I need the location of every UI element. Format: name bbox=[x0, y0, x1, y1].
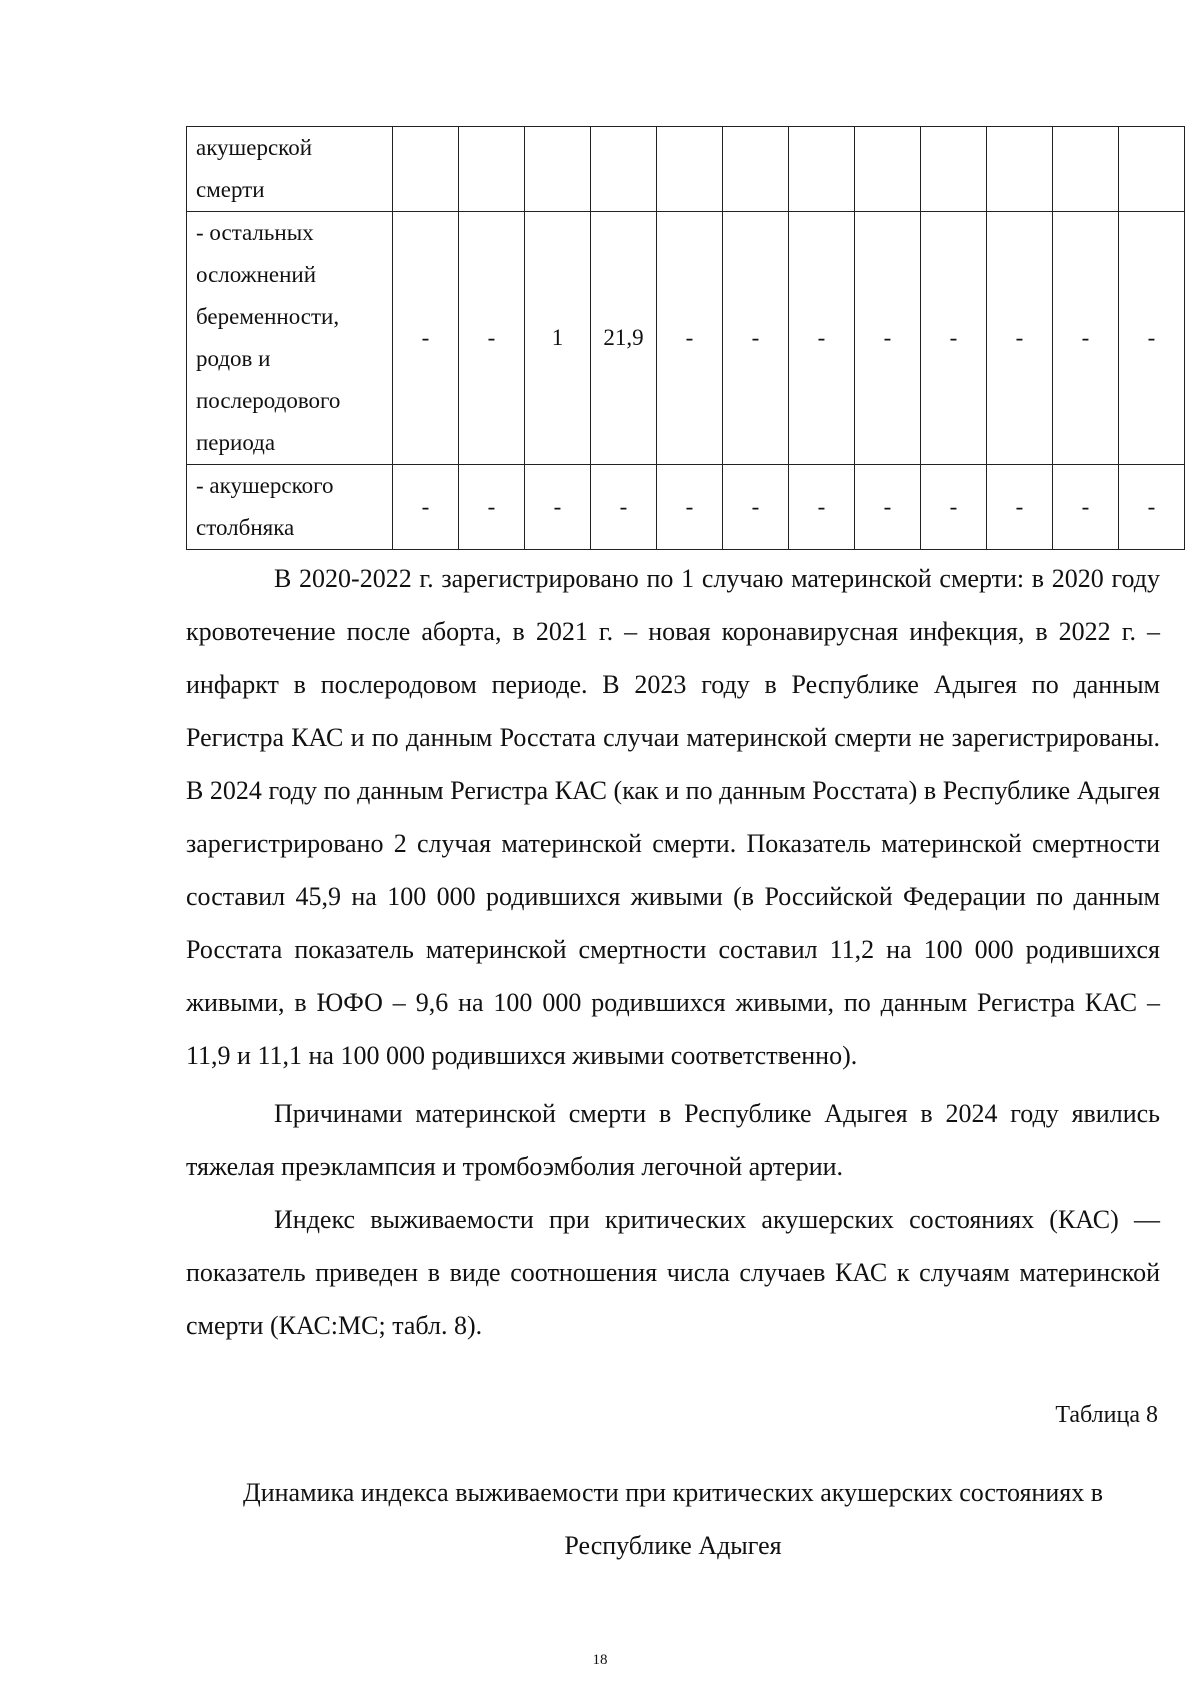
table-cell: - bbox=[1119, 212, 1185, 465]
table-cell: - bbox=[459, 465, 525, 550]
table-cell: - bbox=[459, 212, 525, 465]
paragraph-causes: Причинами материнской смерти в Республике Адыгея в 2024 году явились тяжелая преэклампсия и тромбоэмболия легочной артерии. bbox=[186, 1099, 1160, 1181]
table-cell bbox=[525, 127, 591, 212]
mortality-causes-table bbox=[186, 126, 1185, 550]
row-label: - остальных осложнений беременности, родов и послеродового периода bbox=[187, 212, 393, 465]
table-cell: - bbox=[789, 212, 855, 465]
table-cell: - bbox=[1053, 212, 1119, 465]
table-cell bbox=[657, 127, 723, 212]
table-cell: - bbox=[921, 212, 987, 465]
table-cell: - bbox=[855, 212, 921, 465]
table-cell: - bbox=[789, 465, 855, 550]
paragraph-maternal-deaths: В 2020-2022 г. зарегистрировано по 1 случаю материнской смерти: в 2020 году кровотечение после аборта, в 2021 г. – новая коронавирусная инфекция, в 2022 г. – инфаркт в послеродовом периоде. В 2023 году в Республике Адыгея по данным Регистра КАС и по данным Росстата случаи материнской смерти не зарегистрированы. В 2024 году по данным Регистра КАС (как и по данным Росстата) в Республике Адыгея зарегистрировано 2 случая материнской смерти. Показатель материнской смертности составил 45,9 на 100 000 родившихся живыми (в Российской Федерации по данным Росстата показатель материнской смертности составил 11,2 на 100 000 родившихся живыми, в ЮФО – 9,6 на 100 000 родившихся живыми, по данным Регистра КАС – 11,9 и 11,1 на 100 000 родившихся живыми соответственно). bbox=[186, 564, 1160, 1070]
table-cell: - bbox=[657, 212, 723, 465]
table-cell bbox=[723, 127, 789, 212]
table-cell: - bbox=[723, 465, 789, 550]
table-row bbox=[187, 212, 1185, 465]
row-label: акушерской смерти bbox=[187, 127, 393, 212]
table-cell: - bbox=[921, 465, 987, 550]
table-cell bbox=[987, 127, 1053, 212]
table-row bbox=[187, 127, 1185, 212]
table-cell bbox=[855, 127, 921, 212]
table-cell: - bbox=[855, 465, 921, 550]
table-cell: - bbox=[1119, 465, 1185, 550]
table-cell: - bbox=[393, 212, 459, 465]
table-cell: 21,9 bbox=[591, 212, 657, 465]
table-cell: - bbox=[723, 212, 789, 465]
table-cell bbox=[921, 127, 987, 212]
table-cell bbox=[1119, 127, 1185, 212]
table-cell bbox=[393, 127, 459, 212]
table-cell: 1 bbox=[525, 212, 591, 465]
table-title: Динамика индекса выживаемости при критических акушерских состояниях в Республике Адыгея bbox=[242, 1478, 1103, 1560]
row-label: - акушерского столбняка bbox=[187, 465, 393, 550]
table-cell: - bbox=[525, 465, 591, 550]
table-row bbox=[187, 465, 1185, 550]
table-cell: - bbox=[591, 465, 657, 550]
table-cell: - bbox=[987, 212, 1053, 465]
table-number-label: Таблица 8 bbox=[1055, 1402, 1158, 1428]
table-cell bbox=[591, 127, 657, 212]
table-cell: - bbox=[987, 465, 1053, 550]
table-cell: - bbox=[393, 465, 459, 550]
table-cell: - bbox=[657, 465, 723, 550]
page-number: 18 bbox=[592, 1652, 608, 1668]
table-cell bbox=[789, 127, 855, 212]
table-cell: - bbox=[1053, 465, 1119, 550]
paragraph-survival-index: Индекс выживаемости при критических акушерских состояниях (КАС) — показатель приведен в виде соотношения числа случаев КАС к случаям материнской смерти (КАС:МС; табл. 8). bbox=[186, 1205, 1160, 1340]
table-cell bbox=[459, 127, 525, 212]
table-cell bbox=[1053, 127, 1119, 212]
